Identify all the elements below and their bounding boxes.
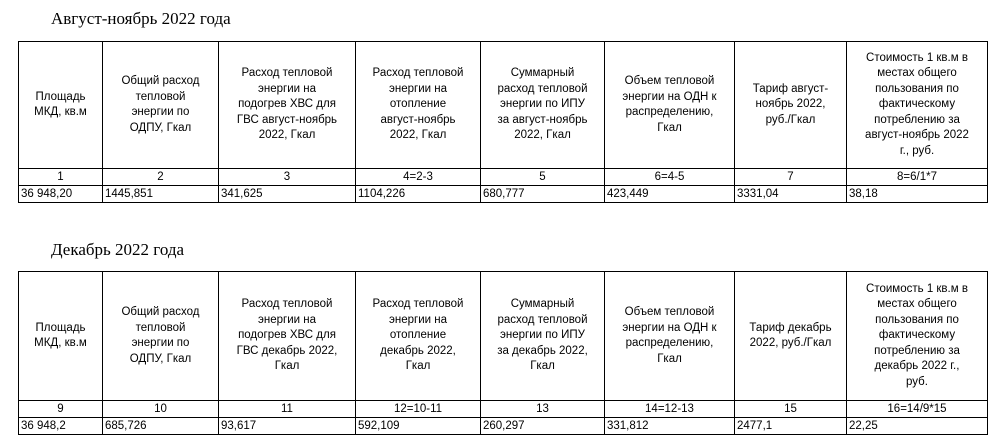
heat-cost-table-december <box>18 271 988 435</box>
column-number-cell: 3 <box>219 169 356 186</box>
column-number-cell: 1 <box>19 169 103 186</box>
header-cell-odn-volume: Объем тепловой энергии на ОДН к распределению, Гкал <box>605 272 735 401</box>
column-number-cell: 13 <box>481 401 605 418</box>
value-cell-odn-volume: 331,812 <box>605 418 735 435</box>
column-number-cell: 10 <box>103 401 219 418</box>
header-cell-space-heating: Расход тепловой энергии на отопление декабрь 2022, Гкал <box>356 272 481 401</box>
header-cell-hot-water-heating: Расход тепловой энергии на подогрев ХВС для ГВС август-ноябрь 2022, Гкал <box>219 42 356 169</box>
header-cell-cost-per-sqm: Стоимость 1 кв.м в местах общего пользования по фактическому потреблению за август-ноябрь 2022 г., руб. <box>847 42 988 169</box>
value-cell-ipu-total: 260,297 <box>481 418 605 435</box>
value-cell-area: 36 948,20 <box>19 186 103 203</box>
column-number-cell: 11 <box>219 401 356 418</box>
value-cell-area: 36 948,2 <box>19 418 103 435</box>
column-number-cell: 14=12-13 <box>605 401 735 418</box>
header-cell-total-odpu: Общий расход тепловой энергии по ОДПУ, Гкал <box>103 42 219 169</box>
column-number-cell: 2 <box>103 169 219 186</box>
value-cell-total-odpu: 1445,851 <box>103 186 219 203</box>
value-cell-ipu-total: 680,777 <box>481 186 605 203</box>
column-number-cell: 5 <box>481 169 605 186</box>
value-cell-space-heating: 1104,226 <box>356 186 481 203</box>
value-cell-hot-water-heating: 93,617 <box>219 418 356 435</box>
header-cell-tariff: Тариф декабрь 2022, руб./Гкал <box>735 272 847 401</box>
value-cell-tariff: 2477,1 <box>735 418 847 435</box>
column-number-cell: 12=10-11 <box>356 401 481 418</box>
column-number-cell: 8=6/1*7 <box>847 169 988 186</box>
header-cell-hot-water-heating: Расход тепловой энергии на подогрев ХВС для ГВС декабрь 2022, Гкал <box>219 272 356 401</box>
table-header-row <box>19 272 988 401</box>
header-cell-ipu-total: Суммарный расход тепловой энергии по ИПУ за декабрь 2022, Гкал <box>481 272 605 401</box>
value-cell-cost-per-sqm: 22,25 <box>847 418 988 435</box>
value-cell-odn-volume: 423,449 <box>605 186 735 203</box>
data-row <box>19 186 988 203</box>
header-cell-tariff: Тариф август- ноябрь 2022, руб./Гкал <box>735 42 847 169</box>
column-number-cell: 6=4-5 <box>605 169 735 186</box>
column-number-cell: 15 <box>735 401 847 418</box>
header-cell-cost-per-sqm: Стоимость 1 кв.м в местах общего пользования по фактическому потреблению за декабрь 2022 г., руб. <box>847 272 988 401</box>
value-cell-tariff: 3331,04 <box>735 186 847 203</box>
column-number-row <box>19 169 988 186</box>
value-cell-space-heating: 592,109 <box>356 418 481 435</box>
heat-cost-table-aug-nov <box>18 41 988 203</box>
header-cell-area: Площадь МКД, кв.м <box>19 272 103 401</box>
header-cell-area: Площадь МКД, кв.м <box>19 42 103 169</box>
column-number-row <box>19 401 988 418</box>
section-title-aug-nov: Август-ноябрь 2022 года <box>51 9 231 28</box>
table-header-row <box>19 42 988 169</box>
value-cell-total-odpu: 685,726 <box>103 418 219 435</box>
header-cell-total-odpu: Общий расход тепловой энергии по ОДПУ, Гкал <box>103 272 219 401</box>
data-row <box>19 418 988 435</box>
value-cell-hot-water-heating: 341,625 <box>219 186 356 203</box>
column-number-cell: 7 <box>735 169 847 186</box>
section-title-december: Декабрь 2022 года <box>51 240 185 259</box>
column-number-cell: 16=14/9*15 <box>847 401 988 418</box>
header-cell-ipu-total: Суммарный расход тепловой энергии по ИПУ за август-ноябрь 2022, Гкал <box>481 42 605 169</box>
value-cell-cost-per-sqm: 38,18 <box>847 186 988 203</box>
column-number-cell: 9 <box>19 401 103 418</box>
column-number-cell: 4=2-3 <box>356 169 481 186</box>
header-cell-odn-volume: Объем тепловой энергии на ОДН к распределению, Гкал <box>605 42 735 169</box>
header-cell-space-heating: Расход тепловой энергии на отопление август-ноябрь 2022, Гкал <box>356 42 481 169</box>
